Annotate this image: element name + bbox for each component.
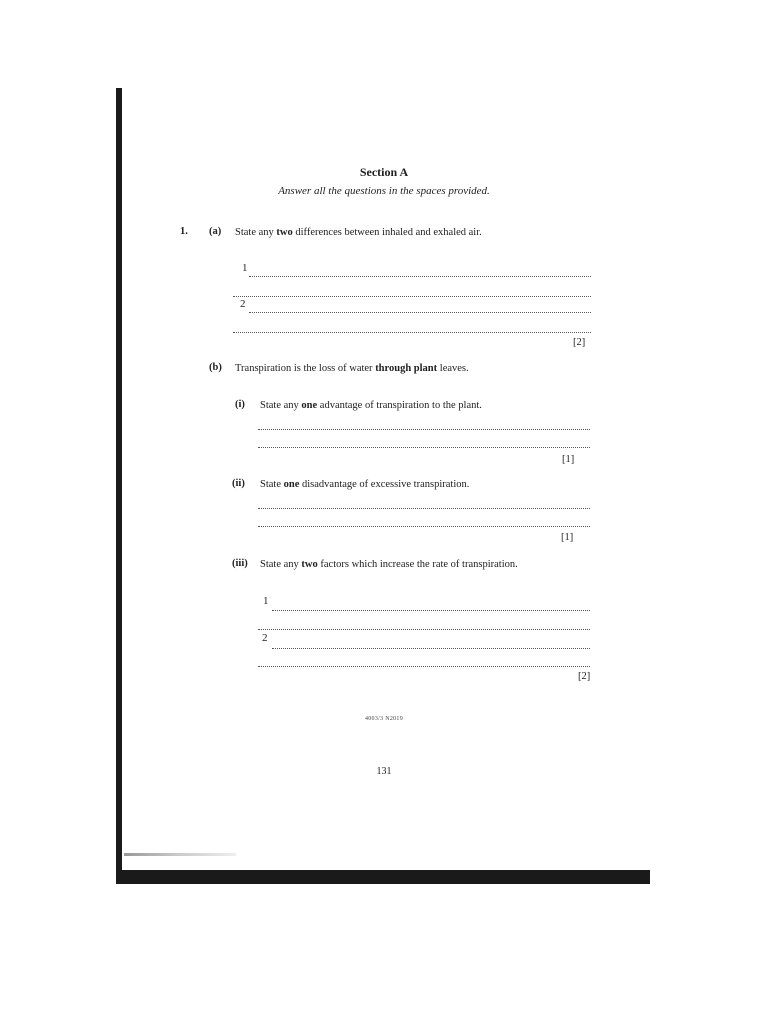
- page-number: 131: [376, 766, 392, 777]
- answer-line-number: 1: [242, 262, 248, 274]
- scan-border-bottom: [116, 870, 650, 884]
- answer-line[interactable]: [249, 312, 591, 313]
- answer-line[interactable]: [258, 429, 590, 430]
- part-a-text: State any two differences between inhaled and exhaled air.: [235, 227, 482, 238]
- answer-line[interactable]: [258, 508, 590, 509]
- answer-line[interactable]: [258, 666, 590, 667]
- answer-line[interactable]: [272, 648, 590, 649]
- sub-i-label: (i): [235, 399, 245, 410]
- part-a-label: (a): [209, 226, 222, 237]
- section-instruction: Answer all the questions in the spaces provided.: [278, 185, 490, 197]
- answer-line[interactable]: [258, 526, 590, 527]
- scan-smudge: [124, 853, 236, 856]
- answer-line[interactable]: [233, 332, 591, 333]
- answer-line[interactable]: [233, 296, 591, 297]
- sub-ii-label: (ii): [232, 478, 245, 489]
- sub-i-text: State any one advantage of transpiration to the plant.: [260, 400, 482, 411]
- sub-iii-text: State any two factors which increase the rate of transpiration.: [260, 559, 518, 570]
- part-b-text: Transpiration is the loss of water through plant leaves.: [235, 363, 469, 374]
- answer-line[interactable]: [249, 276, 591, 277]
- answer-line-number: 1: [263, 595, 269, 607]
- answer-line-number: 2: [240, 298, 246, 310]
- question-number: 1.: [180, 226, 188, 237]
- marks-label: [1]: [561, 532, 574, 543]
- marks-label: [2]: [573, 337, 586, 348]
- answer-line[interactable]: [258, 447, 590, 448]
- answer-line-number: 2: [262, 632, 268, 644]
- sub-iii-label: (iii): [232, 558, 248, 569]
- sub-ii-text: State one disadvantage of excessive transpiration.: [260, 479, 470, 490]
- marks-label: [2]: [578, 671, 591, 682]
- answer-line[interactable]: [258, 629, 590, 630]
- marks-label: [1]: [562, 454, 575, 465]
- scan-border-left: [116, 88, 122, 884]
- part-b-label: (b): [209, 362, 222, 373]
- paper-code: 4003/3 N2019: [364, 716, 404, 722]
- section-title: Section A: [359, 165, 409, 179]
- answer-line[interactable]: [272, 610, 590, 611]
